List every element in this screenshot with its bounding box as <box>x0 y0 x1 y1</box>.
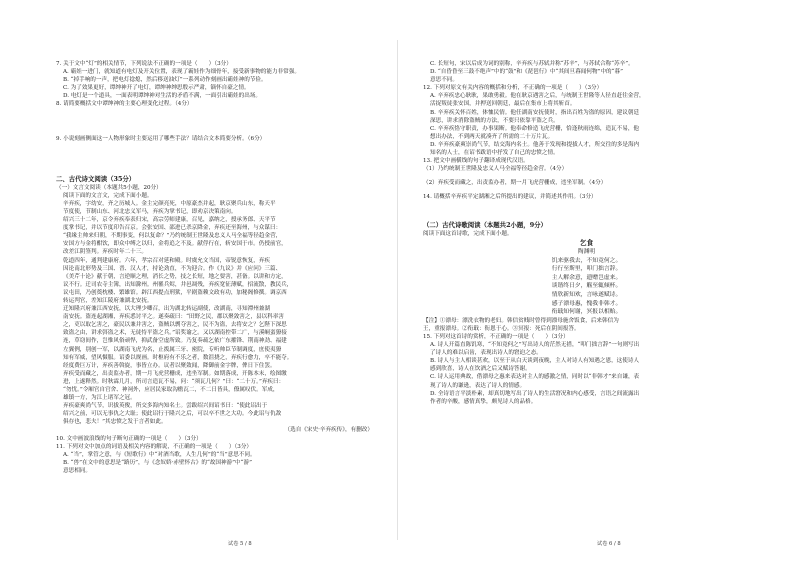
poem-line: 衔戢知何谢，冥报以相贻。 <box>551 309 622 316</box>
passage-line: 绍兴之前，可以无事仇之大耻；使此诏行于隆兴之后，可以卒不世之大功。今此诏与仇敌 <box>63 411 282 418</box>
q15: 15. 下列对这首诗的赏析，不正确的一项是（ ）（3分） <box>423 333 569 340</box>
subsection-heading: （一）文言文阅读（本题共5小题，20分） <box>56 184 162 191</box>
q10: 10. 文中画波浪线的句子断句正确的一项是（ ）（3分） <box>56 435 202 442</box>
q13: 13. 把文中画横线的句子翻译成现代汉语。 <box>423 158 529 165</box>
passage-line: 知有军威，望风慑服。诏委以规画。时枢府有不乐之者，数沮挠之，弃疾行愈力，卒不能夺。 <box>63 354 293 361</box>
passage-line: 乾道四年，通判建康府。六年，孝宗召对延和殿。时虞允文当国，帝锐意恢复，弃疾 <box>63 257 270 264</box>
q12-option-line: A. 辛弃疾忠心耿耿，果敢勇毅。他在耿京遇害之后，与统制王世隆等人径直赶往金营， <box>430 93 645 100</box>
poem-note <box>423 317 780 333</box>
passage-line: 左翼例，别创一军，以湖南飞虎为名，止拨属三牙、密院，专听帅臣节制调度，庶使夷獠 <box>63 346 282 353</box>
passage-line: 因论南北形势及三国、晋、汉人才，持论劲直，不为迎合。作《九议》并《应问》三篇、 <box>63 265 282 272</box>
poem-line: 饥来驱我去，不知竟何之。 <box>551 257 622 264</box>
passage-line: 俱存也，悲夫！”其忠愤之发于言者如此。 <box>63 419 167 426</box>
q15-option-line: 现了诗人的谦逊，表达了诗人的情感。 <box>430 382 526 389</box>
q12: 12. 下列对原文有关内容的概括和分析，不正确的一项是（ ）（3分） <box>423 85 603 92</box>
q14: 14. 请概括辛弃疾平定湖湘之后所提出的建议，并简述其作用。（3分） <box>423 194 597 201</box>
q15-option-line: 感到欣喜，诗人在饮酒之后又赋诗答谢。 <box>430 366 531 373</box>
q11-option-d: D. “自昏昏至三鼓不绝声”中的“鼓”和《琵琶行》中“其间旦暮闻何物”中的“暮” <box>430 69 623 76</box>
q15-option-line: D. 全诗语言平淡朴素，却真切地写出了诗人的生活窘况和内心感受，言语之间流露出 <box>430 390 640 397</box>
passage-line: 辛弃疾，字幼安，齐之历城人。金主完颜亮死，中原豪杰并起，耿京聚兵山东，称天平 <box>63 200 276 207</box>
note-line: 【注】①漂母：漂洗衣物的老妇。韩信贫贱时曾得到漂母施舍饭食，后来韩信为 <box>423 317 619 324</box>
q11-option-c: C. 长短句，宋以后成为词的别称，辛弃疾与苏轼并称“苏辛”，与苏轼合称“苏辛”。 <box>430 61 634 67</box>
q12-options <box>423 92 780 157</box>
q13-part1: （1）乃约统制王世隆及忠义人马全福等径趋金营。（4分） <box>423 166 568 173</box>
poem-title: 乞食 <box>579 238 594 247</box>
poem-line: 情欣新知欢，言咏遂赋诗。 <box>551 291 622 298</box>
passage-line: 议屯田，乃创奠枕楼、繁雄馆。辟江西提点刑狱，平剧盗赖文政有功，加秘阁修撰。调京西 <box>63 289 287 296</box>
instruction: 阅读下面的文言文，完成下面小题。 <box>63 192 153 199</box>
q11: 11. 下列对文中加点的词语及相关内容的解说，不正确的一项是（ ）（3分） <box>56 443 253 450</box>
subsection-heading-2: （二）古代诗歌阅读（本题共2小题，9分） <box>423 220 547 229</box>
passage-line: 弃疾豪爽尚气节，识拔英俊，所交多海内知名士。尝跋绍兴间诏书曰：“使此诏出于 <box>63 403 268 410</box>
passage-line: 节度使，节制山东、河北忠义军马，弃疾为掌书记，即劝京决策南向。 <box>63 208 237 215</box>
note-line: 王，重报漂母。②衔戢：衔恩于心。③冥报：死后在阴间报答。 <box>423 325 580 332</box>
q8: 8. 请简要概括文中谭绅神的主要心理变化过程。（4分） <box>56 101 193 108</box>
poem-line: 谈谐终日夕，觞至辄倾杯。 <box>551 283 622 290</box>
instruction-2: 阅读下面这首诗歌，完成下面小题。 <box>423 230 513 237</box>
q7-option-a: A. 霸娃一进门，就知道有电灯及开关位置，表现了霸娃作为细骨年，接受新事物的能力非常强。 <box>63 69 300 76</box>
passage-line: 安国方与金将酣饮，即众中缚之以归，金将追之不及。献俘行在，斩安国于市。仍授前官， <box>63 241 287 248</box>
passage-line: 绍兴三十二年，京令弃疾奉表归宋，高宗劳师建康，召见，嘉纳之，授承务郎、天平节 <box>63 217 276 224</box>
section-heading: 二、古代诗文阅读（35分） <box>56 174 136 183</box>
q11-option-b-cont: 意思相同。 <box>63 467 91 474</box>
q12-option-line: C. 辛弃疾恪守职责，办事果断。他奉命修造飞虎营栅，恰逢秋雨连绵，造瓦不易，他 <box>430 125 640 132</box>
q11-option-b: B. “兽”在文中的意思是“路历”，与《念奴娇·赤壁怀古》的“故国神游”中“游” <box>63 459 252 466</box>
q12-option-line: 深思，讲求消除盗贼的方法，不要只依靠平盗之兵。 <box>430 117 559 124</box>
q11-option-d-cont: 意思不同。 <box>430 77 458 84</box>
passage-line: 致盗之由，讲求弭盗之术，无徒恃平盗之兵。”诏奖谕之。又以湖南控带二广，与溪峒蛮獠接 <box>63 330 287 337</box>
passage <box>56 200 383 427</box>
q15-option-line: C. 诗人运用典故，借漂母之惠来表达对主人的感激之情，同时以“非韩才”来自谦，表 <box>430 374 640 381</box>
q15-option-line: A. 诗人开篇直陈饥寒，“不知竟何之”写出诗人的茫然无措，“叩门拙言辞”一句则写出 <box>430 342 640 349</box>
passage-line: “勿忧。”令厢官自官舍、神祠外，应居民家取沟檐瓦二，不二日皆具，僚属叹伏。军成， <box>63 387 279 393</box>
passage-line: 经度费巨万计，弃疾善斡旋，事皆立办。议者以聚敛闻，降御前金字牌，俾日下住罢。 <box>63 362 276 369</box>
passage-line: 改差江阴签判。弃疾时年二十三。 <box>63 249 147 256</box>
passage-line: 弃疾受而藏之，出责监办者，期一月飞虎营栅成，违坐军制。如期落成，开陈本末，绘图缴 <box>63 370 287 377</box>
q11-option-a: A. “当”，掌管之意，与《短歌行》中“对酒当歌，人生几何”的“当”意思不同。 <box>63 451 256 458</box>
q15-options <box>423 341 780 406</box>
q7-stem: 7. 关于文中“灯”的相关情节，下列说法不正确的一项是（ ）（3分） <box>56 61 232 67</box>
page-footer-right: 试卷 6 / 8 <box>597 541 621 547</box>
right-page <box>397 0 794 561</box>
q7-option-c: C. 为了效果更好，谭绅神开了电灯，谭绅神绅思殷示严肃，镝怀自豪之情。 <box>63 85 250 92</box>
passage-line: 转运判官，差知江陵府兼湖北安抚。 <box>63 297 153 304</box>
q15-option-line: 作者的辛酸，感情真挚，颇见诗人的品格。 <box>430 398 537 405</box>
poem-line: 行行至斯里，叩门拙言辞。 <box>551 266 622 273</box>
passage-line: 进，上遂释然。时秋霖几月，所司言造瓦不易，问：“须瓦几何？”曰：“二十万。”弃疾曰： <box>63 378 285 385</box>
passage-line: 雄镇一方，为江上诸军之冠。 <box>63 395 136 402</box>
passage-line: 迁知隆兴府兼江西安抚，以大理少卿召，出为湖北转运副使，改湖南，寻知潭州兼湖 <box>63 306 270 313</box>
source: （选自《宋史·辛弃疾传》，有删改） <box>284 427 373 434</box>
passage-line: 《美芹十论》献于朝，言逆顺之理，消长之势，技之长短，地之要害，甚备。以讲和方定， <box>63 273 287 280</box>
q12-option-line: 知名的人士，在诏书跋语中抒发了自己的忠愤之情。 <box>430 150 559 157</box>
q12-option-line: 想出办法，不到两天就凑齐了所需的二十万片瓦。 <box>430 133 554 140</box>
passage-line: 连，草窃间作，岂惟风俗顽悍，抑武备空虚所致。乃复奏疏乞依广东摧锋、荆南神劲、福建 <box>63 338 287 345</box>
q15-option-line: 了诗人的难以启齿，表现出诗人的窘迫之态。 <box>430 350 542 357</box>
poem-line: 感子漂母惠，愧我非韩才。 <box>551 300 622 307</box>
passage-line: 南安抚。盗连起湖湘，弃疾悉讨平之。遂奏疏曰：“田野之民，郡以聚敛害之，县以科率害 <box>63 314 285 321</box>
poem-line: 主人解余意，遗赠岂虚来。 <box>551 274 622 281</box>
poem <box>423 257 780 317</box>
q13-part2: （2）弃疾受而藏之，出责监办者，期一月飞虎营栅成，违坐军制。（4分） <box>423 180 607 187</box>
passage-line: “我缘主帅来归朝，不期事变，何以复命？”乃约统制王世隆及忠义人马全福等径趋金营， <box>63 233 282 240</box>
page-footer: 试卷 5 / 8 <box>228 541 252 547</box>
q15-option-line: B. 诗人与主人相谈甚欢，以至于从白天谈到夜晚，主人对诗人有知遇之恩，这使诗人 <box>430 358 640 365</box>
poem-author: 陶渊明 <box>577 248 596 255</box>
passage-line: 度掌书记，并以节度印告召京。会张安国、邵进已杀京降金，弃疾还至海州，与众谋曰： <box>63 225 282 232</box>
q12-option-line: D. 辛弃疾豪爽崇尚气节，结交海内名士。他善于发现和提拔人才，所交往的多是海内 <box>430 141 640 148</box>
q12-option-line: B. 辛弃疾关怀百姓，体恤民情。他任湖南安抚使时，指出百姓为盗的原因，建议朝廷 <box>430 109 640 116</box>
passage-line: 议不行。迁司农寺主簿，出知滁州。州罹兵烬，井邑凋残，弃疾宽征薄赋，招流散，教民兵， <box>63 281 293 288</box>
q7-option-d: D. 电灯是一个道具，一面表明谭绅神对生活的矛盾不满，一面引出霸娃的出场。 <box>63 93 262 100</box>
q12-option-line: 活捉叛徒张安国，并押送回朝廷，最后在集市上将其斩首。 <box>430 101 576 108</box>
passage-line: 之，吏以取乞害之，豪民以兼并害之，盗贼以剽夺害之，民不为盗，去将安之？乞陛下深思 <box>63 322 287 329</box>
q7-option-b: B. “掉手响的一声，把电灯捻熄，然后移送油灯”一系列动作刻画出霸娃神的节俭。 <box>63 77 267 84</box>
q9: 9. 小说刻画侧面这一人物形象时主要运用了哪些手法？请结合文本简要分析。（6分） <box>56 135 266 142</box>
